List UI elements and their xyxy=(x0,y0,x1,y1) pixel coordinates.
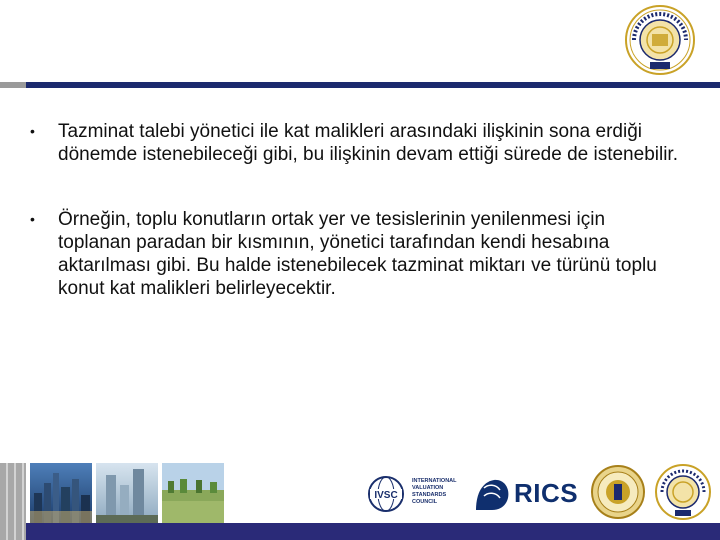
university-seal-icon xyxy=(654,463,712,521)
green-field-photo xyxy=(162,463,224,523)
modern-towers-photo xyxy=(96,463,158,523)
bullet-icon: • xyxy=(30,123,35,139)
footer-accent-strip xyxy=(0,463,26,540)
header-accent-grey xyxy=(0,82,26,88)
university-seal-icon xyxy=(624,4,696,76)
bullet-item xyxy=(30,208,680,300)
bullet-item xyxy=(30,120,680,166)
city-skyline-photo xyxy=(30,463,92,523)
bullet-icon: • xyxy=(30,211,35,227)
ivsc-label: INTERNATIONAL VALUATION STANDARDS COUNCIL xyxy=(412,478,457,505)
header-divider-bar xyxy=(26,82,720,88)
footer-bottom-bar xyxy=(26,523,720,540)
slide-content xyxy=(30,120,680,342)
svg-text:IVSC: IVSC xyxy=(374,490,398,501)
rics-wordmark: RICS xyxy=(514,478,579,508)
bullet-text: Örneğin, toplu konutların ortak yer ve tesislerinin yenilenmesi için toplanan paradan bir kısmının, yönetici tarafından kendi hesabına aktarılması gibi. Bu halde istenebilecek tazminat miktarı ve türünü toplu konut kat malikleri belirleyecektir. xyxy=(58,209,657,299)
bullet-text: Tazminat talebi yönetici ile kat malikleri arasındaki ilişkinin sona erdiği dönemde istenebileceği gibi, bu ilişkinin devam ettiği sürede de istenebilir. xyxy=(58,121,678,165)
gold-emblem-seal-icon xyxy=(590,462,646,522)
